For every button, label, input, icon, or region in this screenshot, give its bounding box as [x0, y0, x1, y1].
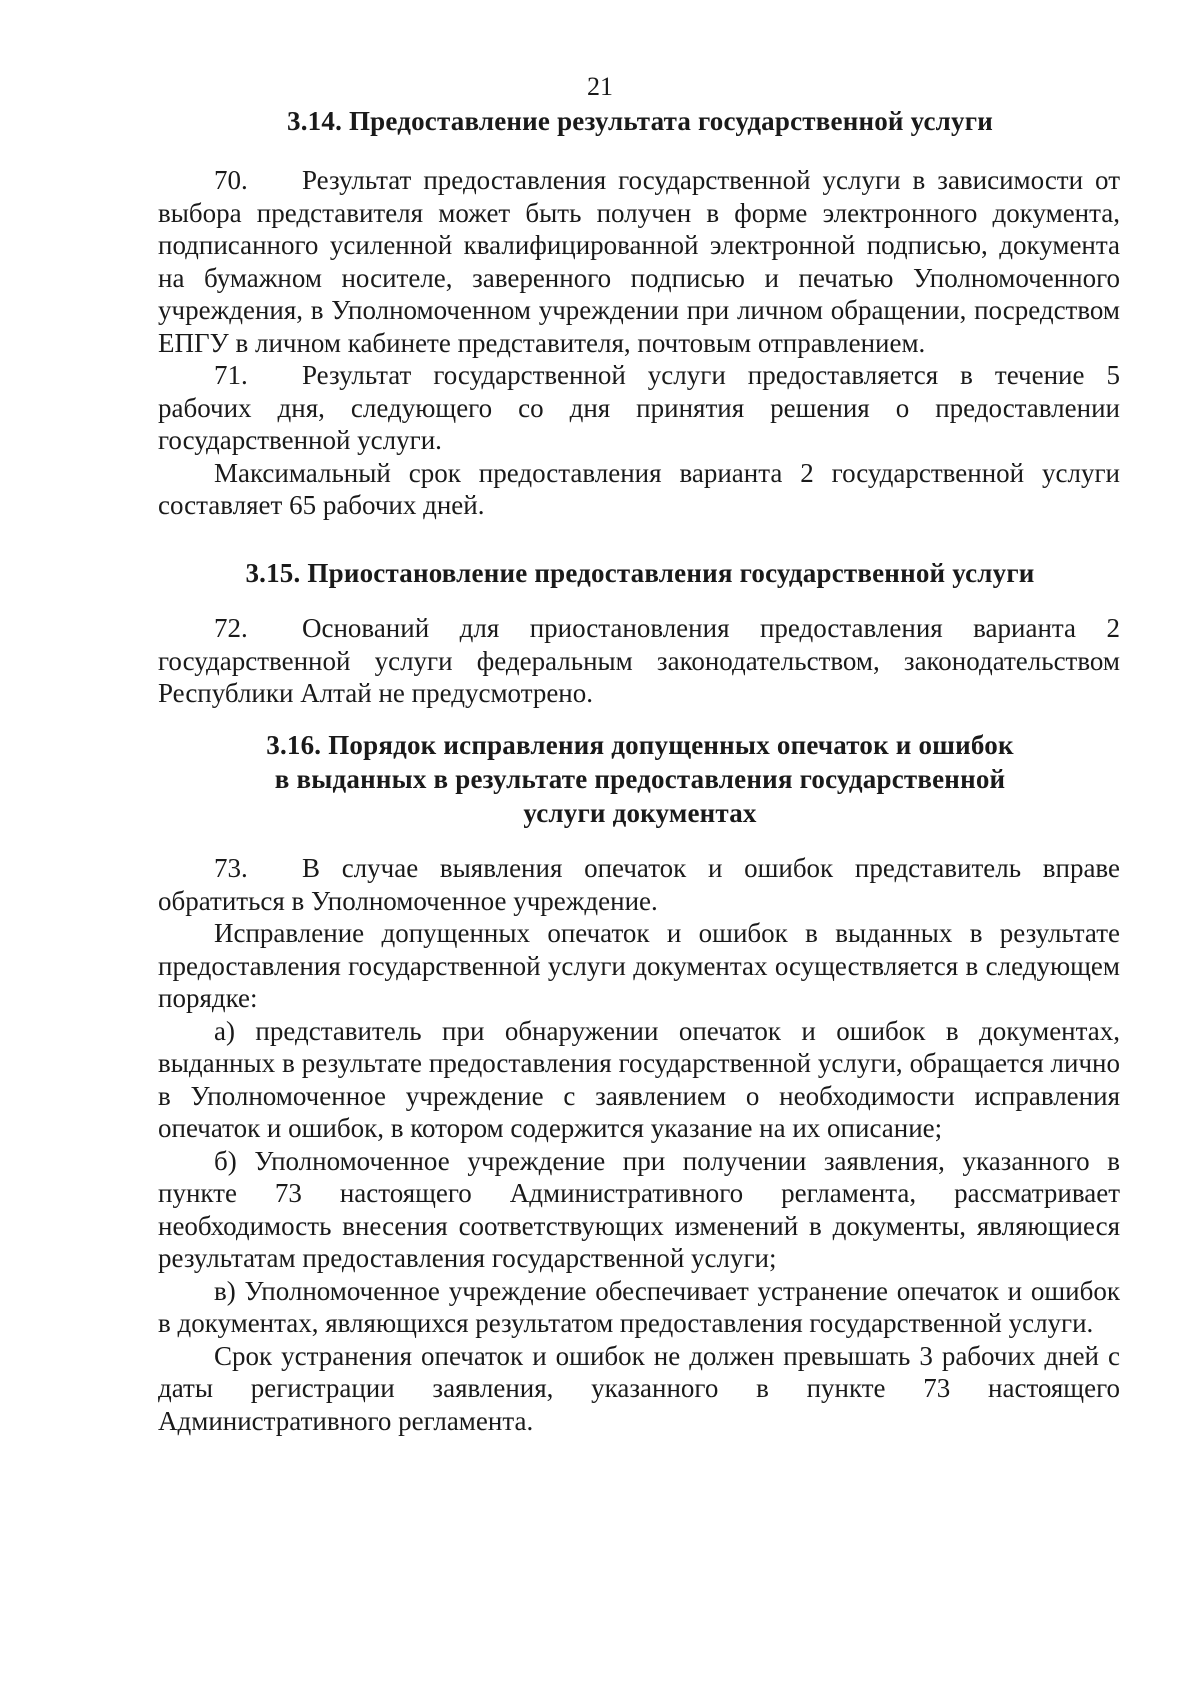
paragraph-72-text: Оснований для приостановления предоставления варианта 2 государственной услуги федеральным законодательством, законодательством Республики Алтай не предусмотрено.	[158, 613, 1120, 708]
section-3-16-heading	[160, 728, 1120, 830]
paragraph-73	[158, 852, 1120, 917]
section-3-16-body	[158, 852, 1120, 1437]
paragraph-71-text: Результат государственной услуги предоставляется в течение 5 рабочих дня, следующего со дня принятия решения о предоставлении государственной услуги.	[158, 360, 1120, 455]
section-3-15-heading: 3.15. Приостановление предоставления государственной услуги	[245, 558, 1035, 588]
paragraph-71	[158, 359, 1120, 457]
section-3-16-heading-line-2: в выданных в результате предоставления государственной	[274, 764, 1006, 794]
paragraph-73-procedure: Исправление допущенных опечаток и ошибок в выданных в результате предоставления государственной услуги документах осуществляется в следующем порядке:	[158, 918, 1120, 1013]
list-item-v: в) Уполномоченное учреждение обеспечивает устранение опечаток и ошибок в документах, являющихся результатом предоставления государственной услуги.	[158, 1275, 1120, 1338]
paragraph-72	[158, 612, 1120, 710]
paragraph-71-max-term: Максимальный срок предоставления варианта 2 государственной услуги составляет 65 рабочих дней.	[158, 457, 1120, 520]
paragraph-70-number: 70.	[214, 165, 248, 195]
list-item-b: б) Уполномоченное учреждение при получении заявления, указанного в пункте 73 настоящего Административного регламента, рассматривает необходимость внесения соответствующих изменений в документы, являющиеся результатам предоставления государственной услуги;	[158, 1145, 1120, 1273]
section-3-14-body	[158, 164, 1120, 522]
paragraph-70-text: Результат предоставления государственной услуги в зависимости от выбора представителя может быть получен в форме электронного документа, подписанного усиленной квалифицированной электронной подписью, документа на бумажном носителе, заверенного подписью и печатью Уполномоченного учреждения, в Уполномоченном учреждении при личном обращении, посредством ЕПГУ в личном кабинете представителя, почтовым отправлением.	[158, 165, 1120, 358]
section-3-15-body	[158, 612, 1120, 710]
section-3-14-heading: 3.14. Предоставление результата государственной услуги	[287, 106, 993, 136]
paragraph-72-number: 72.	[214, 613, 248, 643]
paragraph-70	[158, 164, 1120, 359]
list-item-a: а) представитель при обнаружении опечаток и ошибок в документах, выданных в результате предоставления государственной услуги, обращается лично в Уполномоченное учреждение с заявлением о необходимости исправления опечаток и ошибок, в котором содержится указание на их описание;	[158, 1015, 1120, 1143]
section-3-16-heading-line-3: услуги документах	[523, 798, 757, 828]
paragraph-73-number: 73.	[214, 853, 248, 883]
page-number: 21	[587, 72, 613, 101]
section-3-16-heading-line-1: 3.16. Порядок исправления допущенных опечаток и ошибок	[266, 730, 1014, 760]
paragraph-correction-term: Срок устранения опечаток и ошибок не должен превышать 3 рабочих дней с даты регистрации заявления, указанного в пункте 73 настоящего Административного регламента.	[158, 1340, 1120, 1436]
paragraph-71-number: 71.	[214, 360, 248, 390]
paragraph-73-text: В случае выявления опечаток и ошибок представитель вправе обратиться в Уполномоченное учреждение.	[158, 853, 1120, 916]
